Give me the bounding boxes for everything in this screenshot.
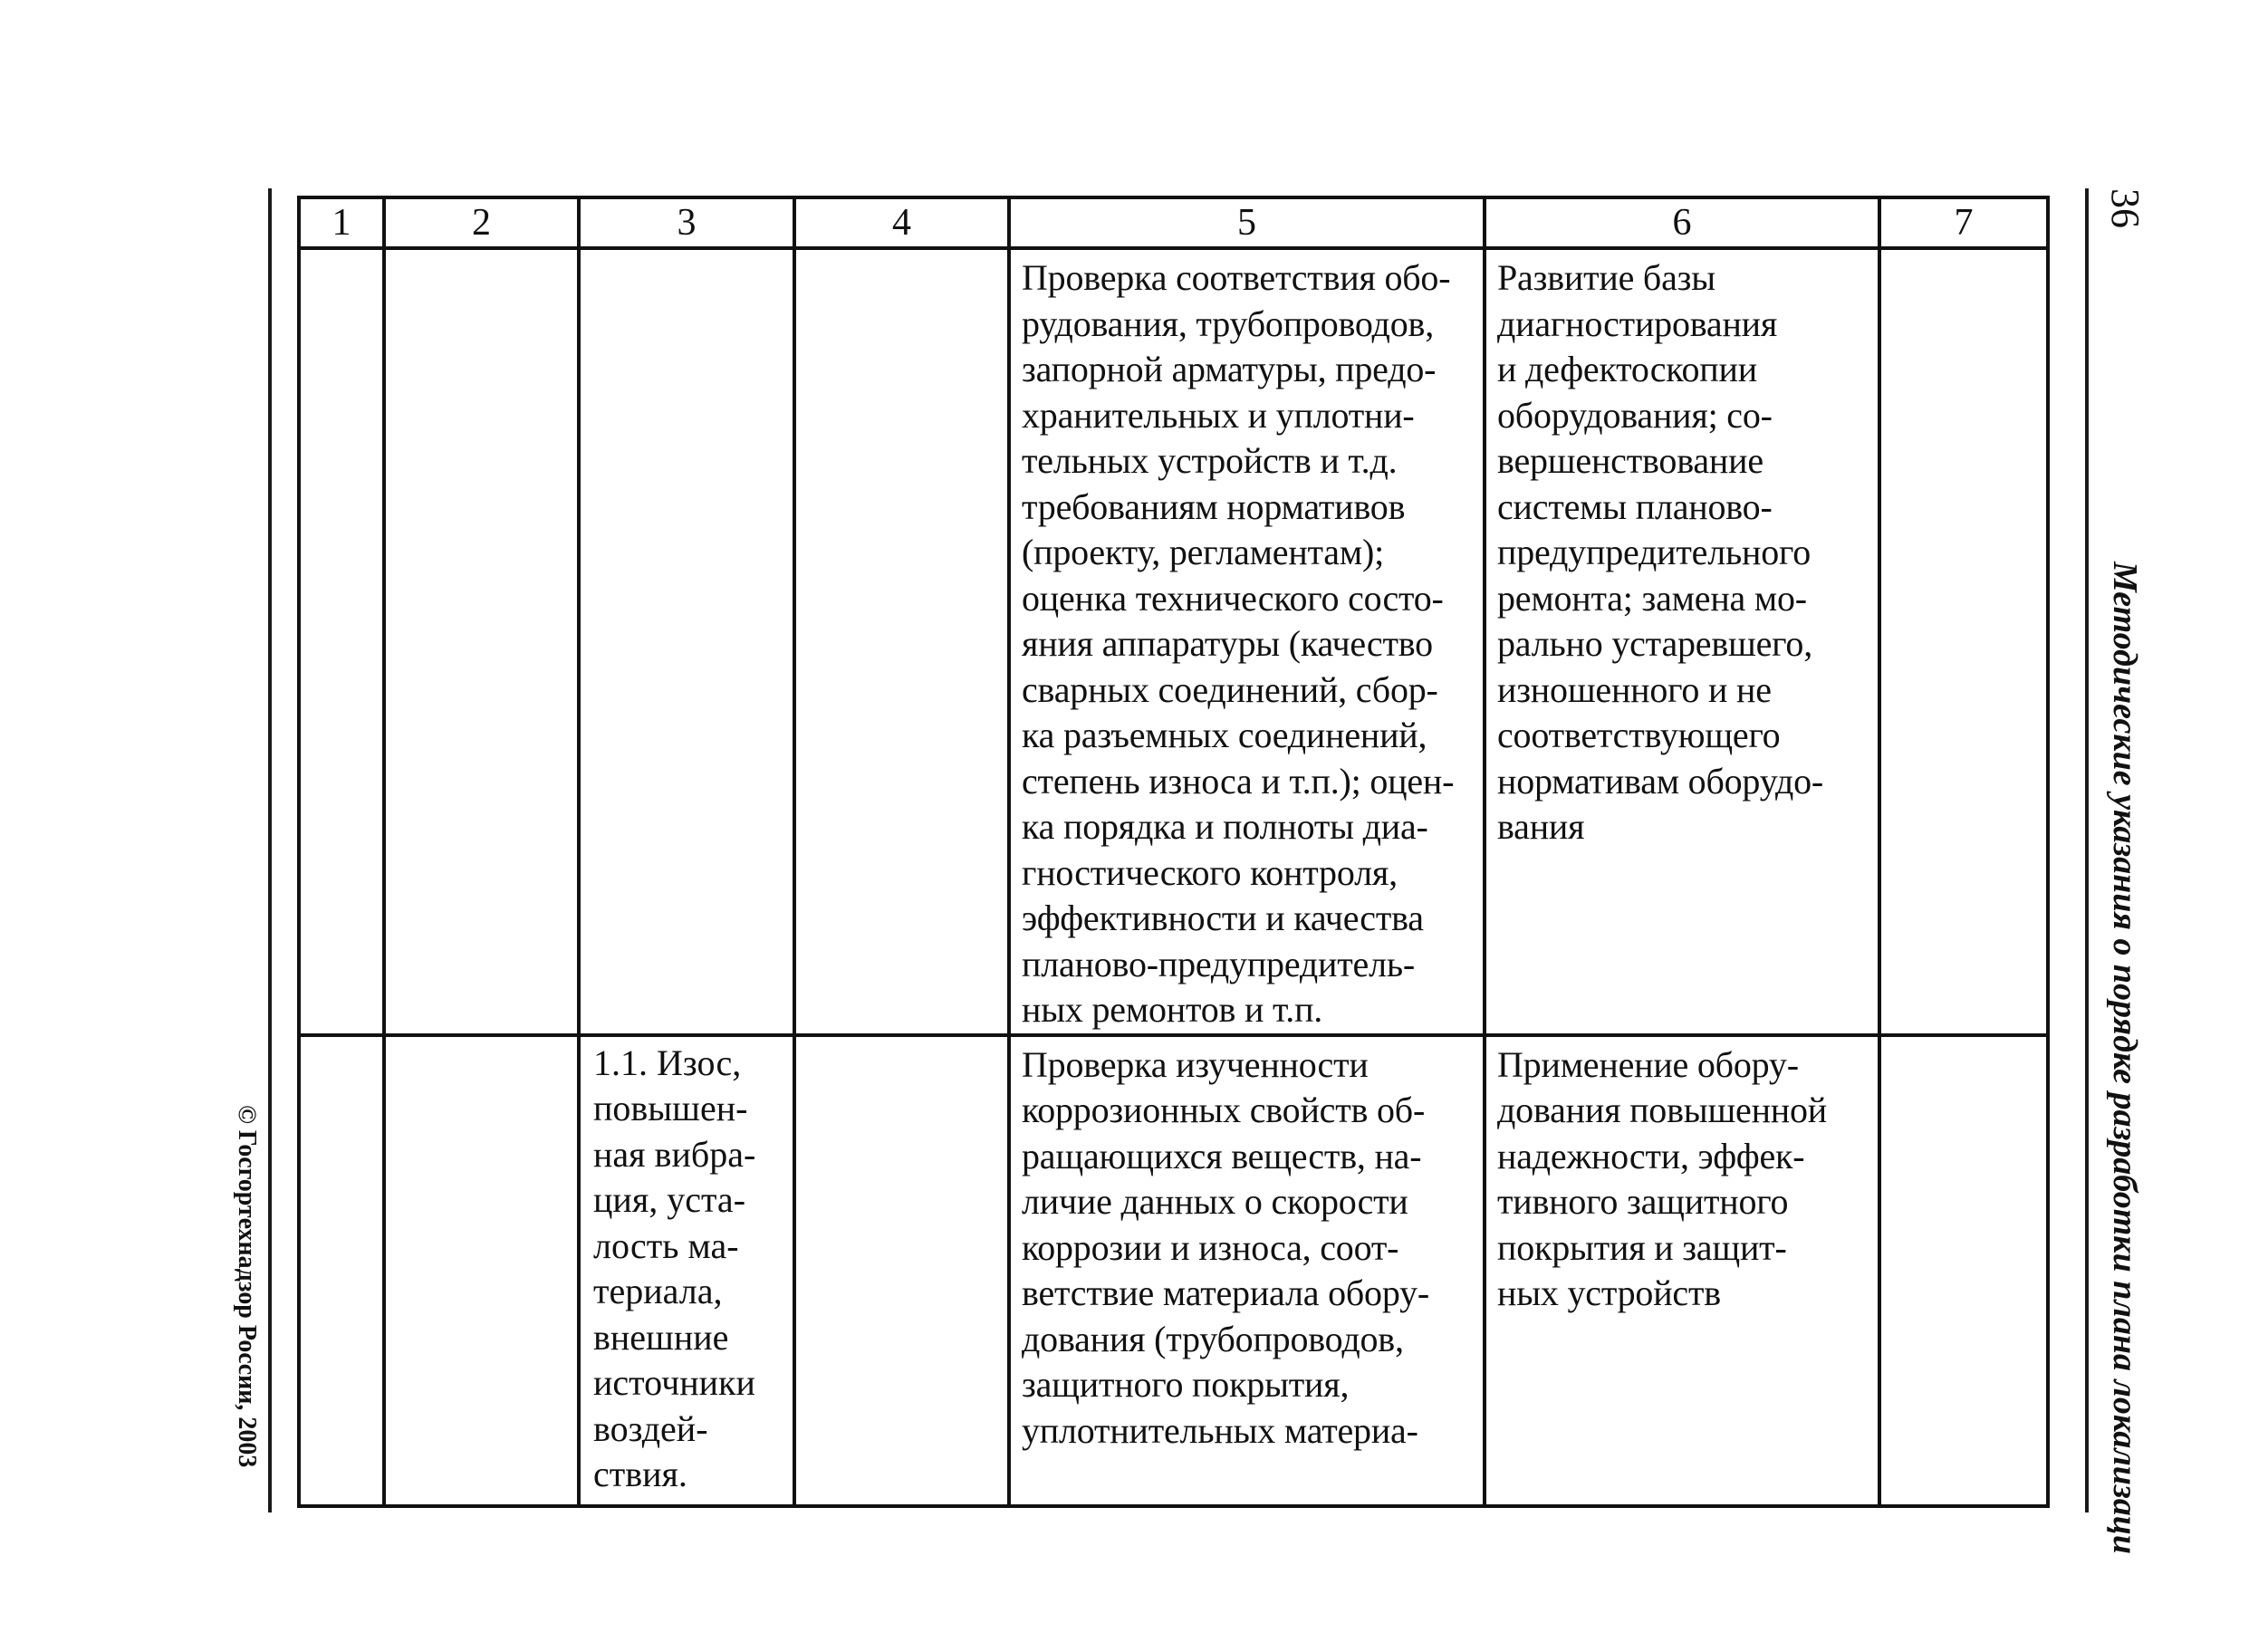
cell-col7: [1879, 248, 2048, 1035]
cell-measures-text: [1485, 248, 1879, 1035]
measures-table: [297, 196, 2050, 1508]
column-header-2: 2: [384, 197, 579, 248]
measures-text: Применение обору- дования повышенной надежности, эффек- тивного защитного покрытия и защит- ных устройств: [1497, 1043, 1828, 1313]
cell-col2: [384, 248, 579, 1035]
cell-col4: [794, 248, 1009, 1035]
cell-col4: [794, 1035, 1009, 1506]
column-header-6: 6: [1485, 197, 1879, 248]
header-row: [299, 197, 2048, 248]
cell-col1: [299, 1035, 384, 1506]
inspection-text: Проверка изученности коррозионных свойств об- ращающихся веществ, на- личие данных о скорости коррозии и износа, соот- ветствие материала обору- дования (трубопроводов, защитного покрытия, уплотнительных материа-: [1022, 1043, 1430, 1451]
page-number: 36: [2103, 188, 2148, 228]
cell-col7: [1879, 1035, 2048, 1506]
measures-text: Развитие базы диагностирования и дефектоскопии оборудования; со- вершенствование системы планово- предупредительного ремонта; замена мо- рально устаревшего, изношенного и не соответствующего нормативам оборудо- вания: [1497, 257, 1824, 847]
right-margin-rule: [2085, 188, 2089, 1512]
cell-cause-text: [579, 1035, 794, 1506]
inspection-text: Проверка соответствия обо- рудования, трубопроводов, запорной арматуры, предо- хранительных и уплотни- тельных устройств и т.д. требованиям нормативов (проекту, регламентам); оценка технического состо- яния аппаратуры (качество сварных соединений, сбор- ка разъемных соединений, степень износа и т.п.); оцен- ка порядка и полноты диа- гностического контроля, эффективности и качества планово-предупредитель- ных ремонтов и т.п.: [1022, 257, 1455, 1030]
cell-measures-text: [1485, 1035, 1879, 1506]
column-header-1: 1: [299, 197, 384, 248]
cell-col1: [299, 248, 384, 1035]
column-header-5: 5: [1009, 197, 1485, 248]
cell-col2: [384, 1035, 579, 1506]
table-row: [299, 248, 2048, 1035]
copyright-notice: © Госгортехнадзор России, 2003: [233, 1105, 261, 1468]
table-row: [299, 1035, 2048, 1506]
column-header-4: 4: [794, 197, 1009, 248]
cell-inspection-text: [1009, 248, 1485, 1035]
cell-col3: [579, 248, 794, 1035]
column-header-7: 7: [1879, 197, 2048, 248]
column-header-3: 3: [579, 197, 794, 248]
left-margin-rule: [268, 188, 272, 1512]
table-container: [297, 196, 2046, 1497]
running-title: Методические указания о порядке разработки плана локализаци: [2106, 562, 2144, 1554]
cell-inspection-text: [1009, 1035, 1485, 1506]
cause-text: 1.1. Изос, повышен- ная вибра- ция, уста- лость ма- териала, внешние источники воздей- ствия.: [593, 1042, 756, 1494]
